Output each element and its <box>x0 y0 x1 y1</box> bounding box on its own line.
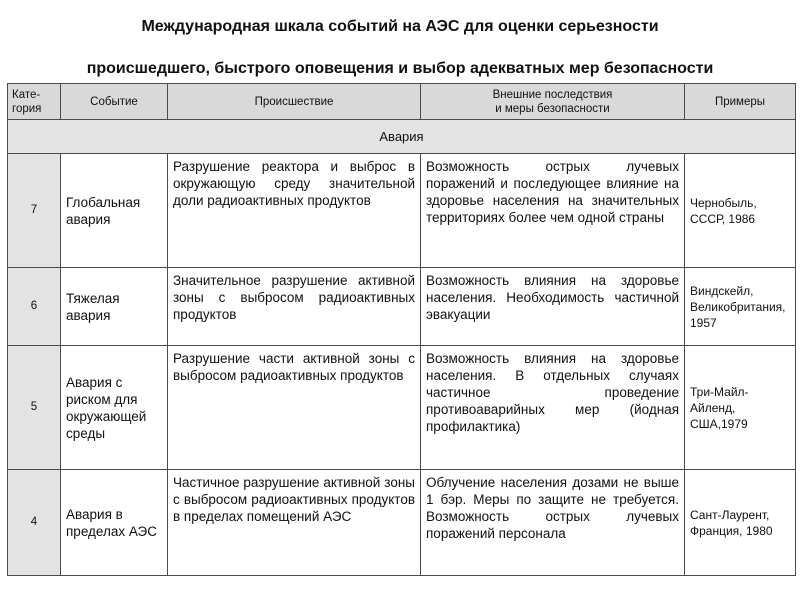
table-row <box>8 346 796 470</box>
page-title-line-2: происшедшего, быстрого оповещения и выбор адекватных мер безопасности <box>86 60 714 77</box>
row-incident: Разрушение реактора и выброс в окружающую среду значительной доли радиоактивных продуктов <box>168 154 421 268</box>
row-incident: Разрушение части активной зоны с выбросом радиоактивных продуктов <box>168 346 421 470</box>
row-event: Тяжелая авария <box>61 268 168 346</box>
table-row <box>8 268 796 346</box>
row-examples: Чернобыль, СССР, 1986 <box>685 154 796 268</box>
ines-table <box>7 83 796 576</box>
table-row <box>8 154 796 268</box>
row-event: Авария в пределах АЭС <box>61 470 168 576</box>
header-incident: Происшествие <box>168 84 421 120</box>
row-event: Авария с риском для окружающей среды <box>61 346 168 470</box>
header-category: Кате- гория <box>8 84 61 120</box>
row-incident: Частичное разрушение активной зоны с выбросом радиоактивных продуктов в пределах помещений АЭС <box>168 470 421 576</box>
section-label: Авария <box>8 120 796 154</box>
table-row <box>8 470 796 576</box>
header-examples: Примеры <box>685 84 796 120</box>
row-consequences: Возможность острых лучевых поражений и последующее влияние на здоровье населения на значительных территориях более чем одной страны <box>421 154 685 268</box>
header-consequences: Внешние последствия и меры безопасности <box>421 84 685 120</box>
row-category: 4 <box>8 470 61 576</box>
row-event: Глобальная авария <box>61 154 168 268</box>
row-category: 7 <box>8 154 61 268</box>
section-row <box>8 120 796 154</box>
header-event: Событие <box>61 84 168 120</box>
page-title-line-1: Международная шкала событий на АЭС для оценки серьезности <box>141 18 659 35</box>
row-examples: Сант-Лаурент, Франция, 1980 <box>685 470 796 576</box>
row-category: 5 <box>8 346 61 470</box>
row-consequences: Возможность влияния на здоровье населения. В отдельных случаях частичное проведение противоаварийных мер (йодная профилактика) <box>421 346 685 470</box>
row-examples: Три-Майл-Айленд, США,1979 <box>685 346 796 470</box>
row-consequences: Облучение населения дозами не выше 1 бэр. Меры по защите не требуется. Возможность острых лучевых поражений персонала <box>421 470 685 576</box>
table-header-row <box>8 84 796 120</box>
row-category: 6 <box>8 268 61 346</box>
row-examples: Виндскейл, Великобритания, 1957 <box>685 268 796 346</box>
row-consequences: Возможность влияния на здоровье населения. Необходимость частичной эвакуации <box>421 268 685 346</box>
row-incident: Значительное разрушение активной зоны с выбросом радиоактивных продуктов <box>168 268 421 346</box>
